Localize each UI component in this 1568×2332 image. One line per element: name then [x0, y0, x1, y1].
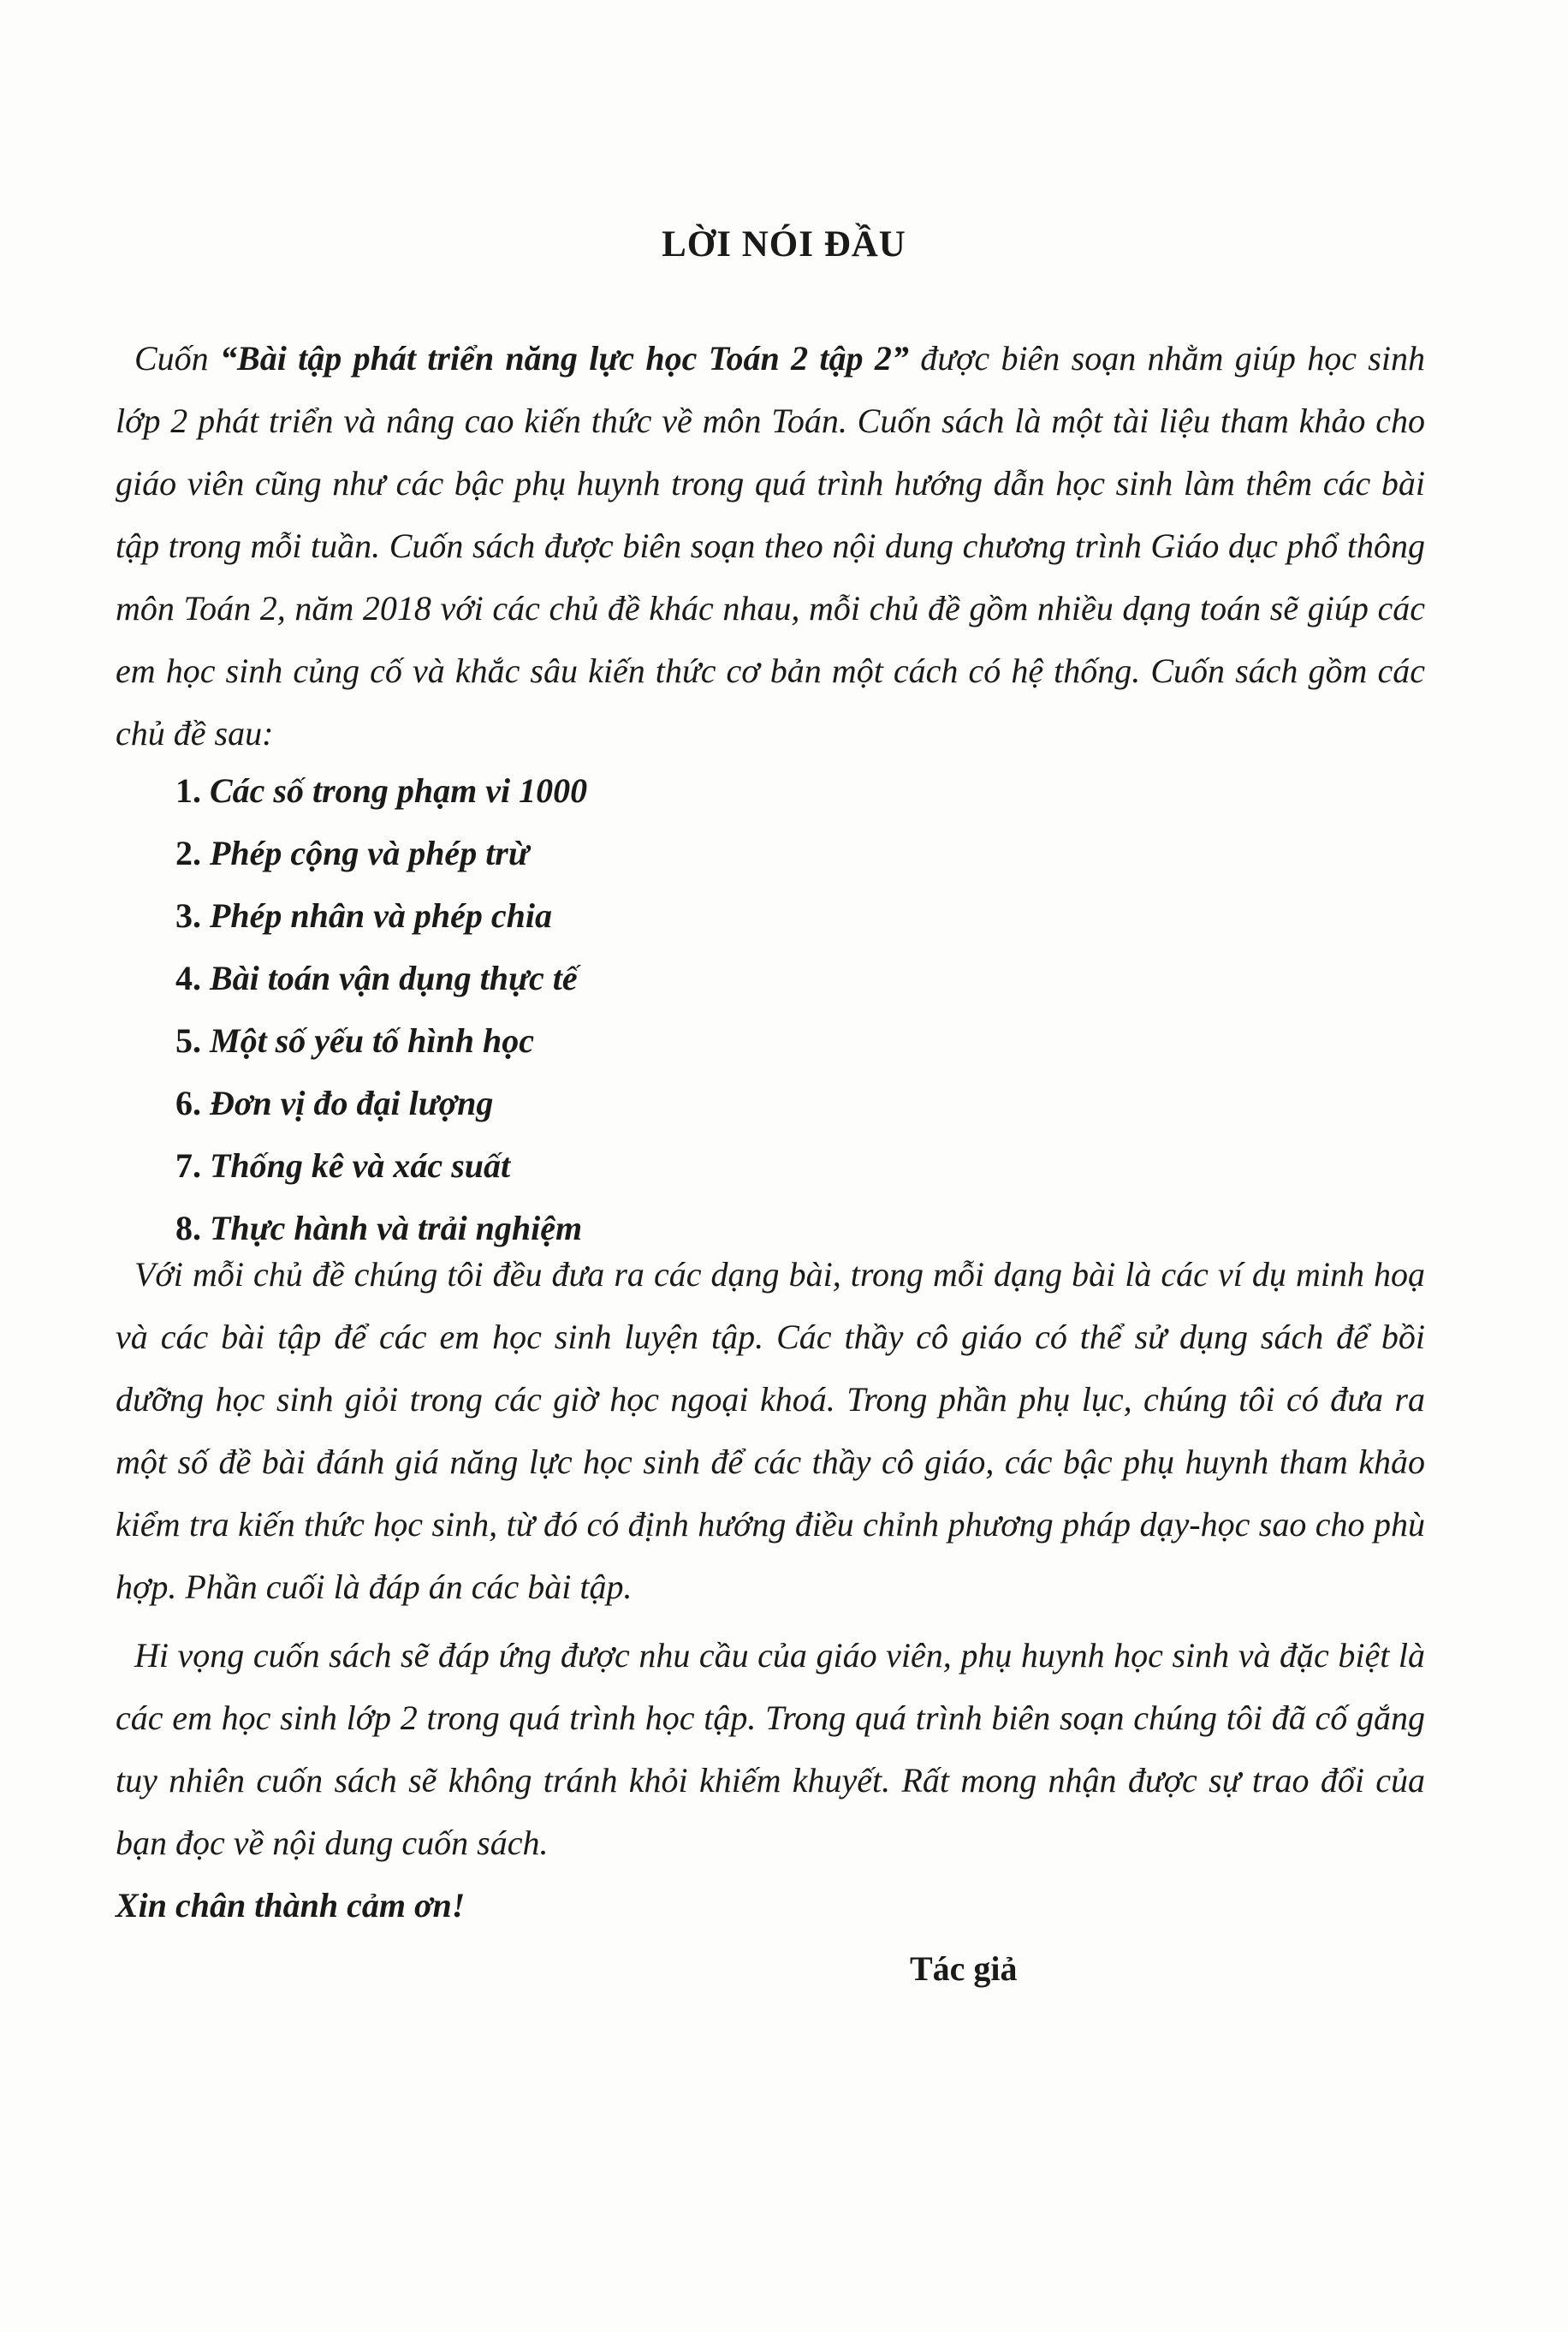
topic-item — [175, 1072, 587, 1134]
topic-number: 6. — [175, 1084, 201, 1122]
topic-number: 3. — [175, 896, 201, 935]
author-signature: Tác giả — [910, 1949, 1018, 1988]
topic-text: Một số yếu tố hình học — [210, 1021, 534, 1060]
topic-item — [175, 1009, 587, 1072]
intro-lead: Cuốn — [134, 339, 221, 378]
topic-number: 8. — [175, 1209, 201, 1247]
topic-text: Phép cộng và phép trừ — [210, 834, 529, 872]
topic-text: Các số trong phạm vi 1000 — [210, 771, 588, 810]
topic-text: Bài toán vận dụng thực tế — [210, 959, 578, 997]
intro-body: được biên soạn nhằm giúp học sinh lớp 2 phát triển và nâng cao kiến thức về môn Toán. Cuốn sách là một tài liệu tham khảo cho giáo viên cũng như các bậc phụ huynh trong quá trình hướng dẫn học sinh làm thêm các bài tập trong mỗi tuần. Cuốn sách được biên soạn theo nội dung chương trình Giáo dục phổ thông môn Toán 2, năm 2018 với các chủ đề khác nhau, mỗi chủ đề gồm nhiều dạng toán sẽ giúp các em học sinh củng cố và khắc sâu kiến thức cơ bản một cách có hệ thống. Cuốn sách gồm các chủ đề sau: — [116, 339, 1425, 753]
topic-text: Thực hành và trải nghiệm — [210, 1209, 583, 1247]
body-paragraph-3: Hi vọng cuốn sách sẽ đáp ứng được nhu cầu của giáo viên, phụ huynh học sinh và đặc biệt là các em học sinh lớp 2 trong quá trình học tập. Trong quá trình biên soạn chúng tôi đã cố gắng tuy nhiên cuốn sách sẽ không tránh khỏi khiếm khuyết. Rất mong nhận được sự trao đổi của bạn đọc về nội dung cuốn sách. — [116, 1636, 1425, 1862]
topic-text: Thống kê và xác suất — [210, 1146, 511, 1185]
topic-text: Đơn vị đo đại lượng — [210, 1084, 494, 1122]
topic-number: 4. — [175, 959, 201, 997]
topic-item — [175, 947, 587, 1009]
topic-number: 5. — [175, 1021, 201, 1060]
topic-item — [175, 1134, 587, 1197]
body-paragraph-2: Với mỗi chủ đề chúng tôi đều đưa ra các dạng bài, trong mỗi dạng bài là các ví dụ minh hoạ và các bài tập để các em học sinh luyện tập. Các thầy cô giáo có thể sử dụng sách để bồi dưỡng học sinh giỏi trong các giờ học ngoại khoá. Trong phần phụ lục, chúng tôi có đưa ra một số đề bài đánh giá năng lực học sinh để các thầy cô giáo, các bậc phụ huynh tham khảo kiểm tra kiến thức học sinh, từ đó có định hướng điều chỉnh phương pháp dạy-học sao cho phù hợp. Phần cuối là đáp án các bài tập. — [116, 1255, 1425, 1606]
page-title: LỜI NÓI ĐẦU — [662, 223, 906, 265]
topic-item — [175, 822, 587, 884]
topic-item — [175, 759, 587, 822]
closing-thanks: Xin chân thành cảm ơn! — [116, 1886, 466, 1924]
intro-paragraph — [116, 327, 1425, 764]
topic-number: 2. — [175, 834, 201, 872]
topic-number: 7. — [175, 1146, 201, 1185]
topic-number: 1. — [175, 771, 201, 810]
topic-text: Phép nhân và phép chia — [210, 896, 553, 935]
topic-item — [175, 884, 587, 947]
topic-list — [175, 759, 587, 1259]
book-title: “Bài tập phát triển năng lực học Toán 2 tập 2” — [220, 339, 909, 378]
